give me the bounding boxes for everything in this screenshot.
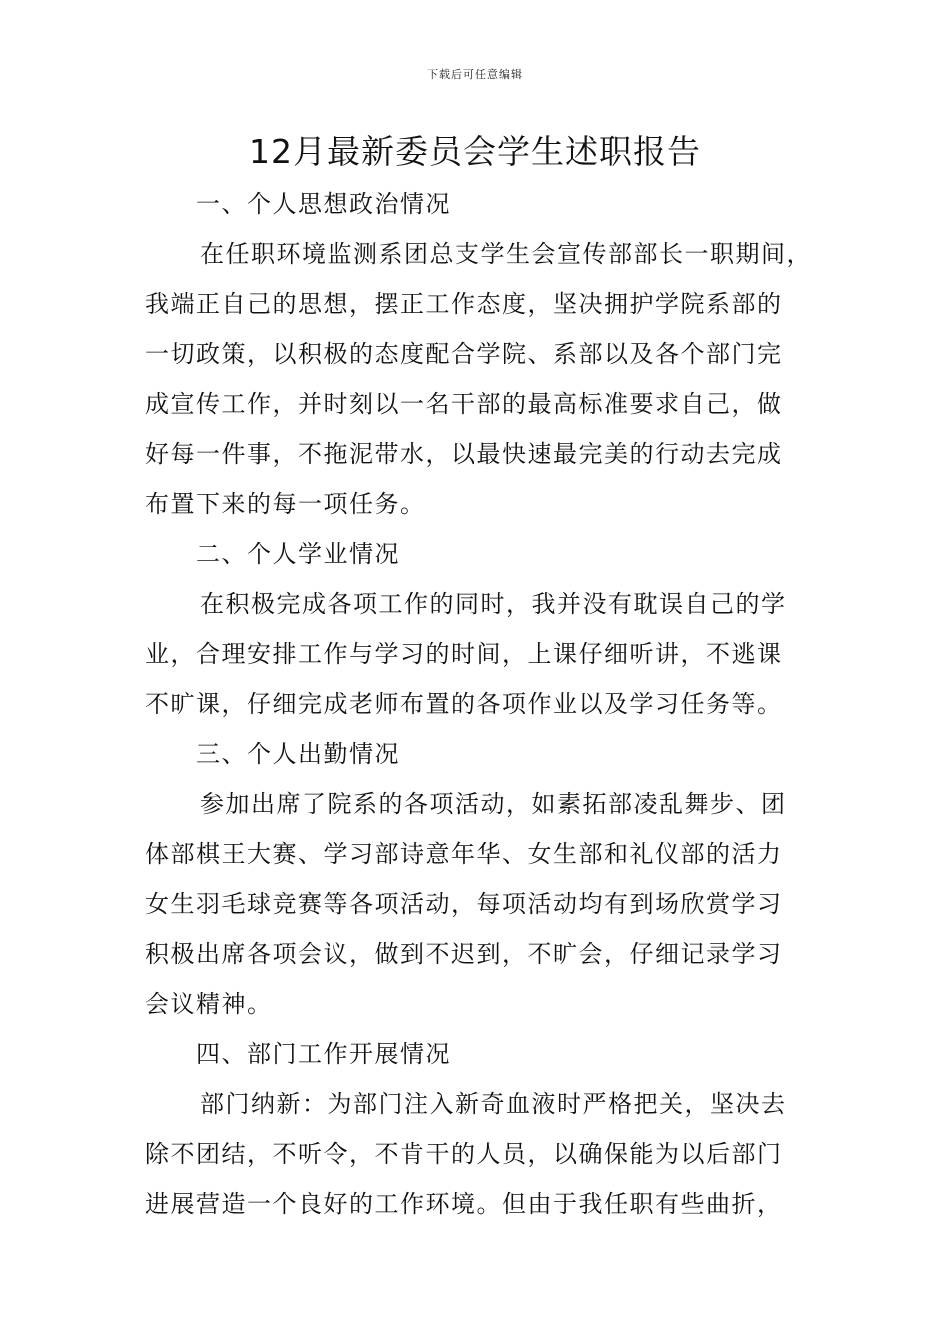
paragraph-line: 在积极完成各项工作的同时，我并没有耽误自己的学 [200, 590, 787, 618]
paragraph-line: 进展营造一个良好的工作环境。但由于我任职有些曲折， [145, 1190, 783, 1218]
paragraph-line: 积极出席各项会议，做到不迟到，不旷会，仔细记录学习 [145, 940, 783, 968]
paragraph-line: 女生羽毛球竞赛等各项活动，每项活动均有到场欣赏学习 [145, 890, 783, 918]
paragraph-line: 不旷课，仔细完成老师布置的各项作业以及学习任务等。 [145, 690, 783, 718]
header-note: 下载后可任意编辑 [427, 68, 523, 81]
paragraph-line: 参加出席了院系的各项活动，如素拓部凌乱舞步、团 [200, 790, 787, 818]
paragraph-line: 除不团结，不听令，不肯干的人员，以确保能为以后部门 [145, 1140, 783, 1168]
paragraph-line: 在任职环境监测系团总支学生会宣传部部长一职期间， [200, 240, 812, 268]
paragraph-line: 体部棋王大赛、学习部诗意年华、女生部和礼仪部的活力 [145, 840, 783, 868]
paragraph-line: 会议精神。 [145, 990, 273, 1018]
paragraph-line: 好每一件事，不拖泥带水，以最快速最完美的行动去完成 [145, 440, 783, 468]
paragraph-line: 一切政策，以积极的态度配合学院、系部以及各个部门完 [145, 340, 783, 368]
document-title: 12月最新委员会学生述职报告 [249, 132, 701, 171]
paragraph-line: 布置下来的每一项任务。 [145, 490, 426, 518]
paragraph-line: 业，合理安排工作与学习的时间，上课仔细听讲，不逃课 [145, 640, 783, 668]
section-heading: 二、个人学业情况 [196, 540, 400, 568]
paragraph-line: 成宣传工作，并时刻以一名干部的最高标准要求自己，做 [145, 390, 783, 418]
paragraph-line: 部门纳新：为部门注入新奇血液时严格把关，坚决去 [200, 1090, 787, 1118]
paragraph-line: 我端正自己的思想，摆正工作态度，坚决拥护学院系部的 [145, 290, 783, 318]
section-heading: 一、个人思想政治情况 [196, 190, 451, 218]
section-heading: 三、个人出勤情况 [196, 740, 400, 768]
section-heading: 四、部门工作开展情况 [196, 1040, 451, 1068]
